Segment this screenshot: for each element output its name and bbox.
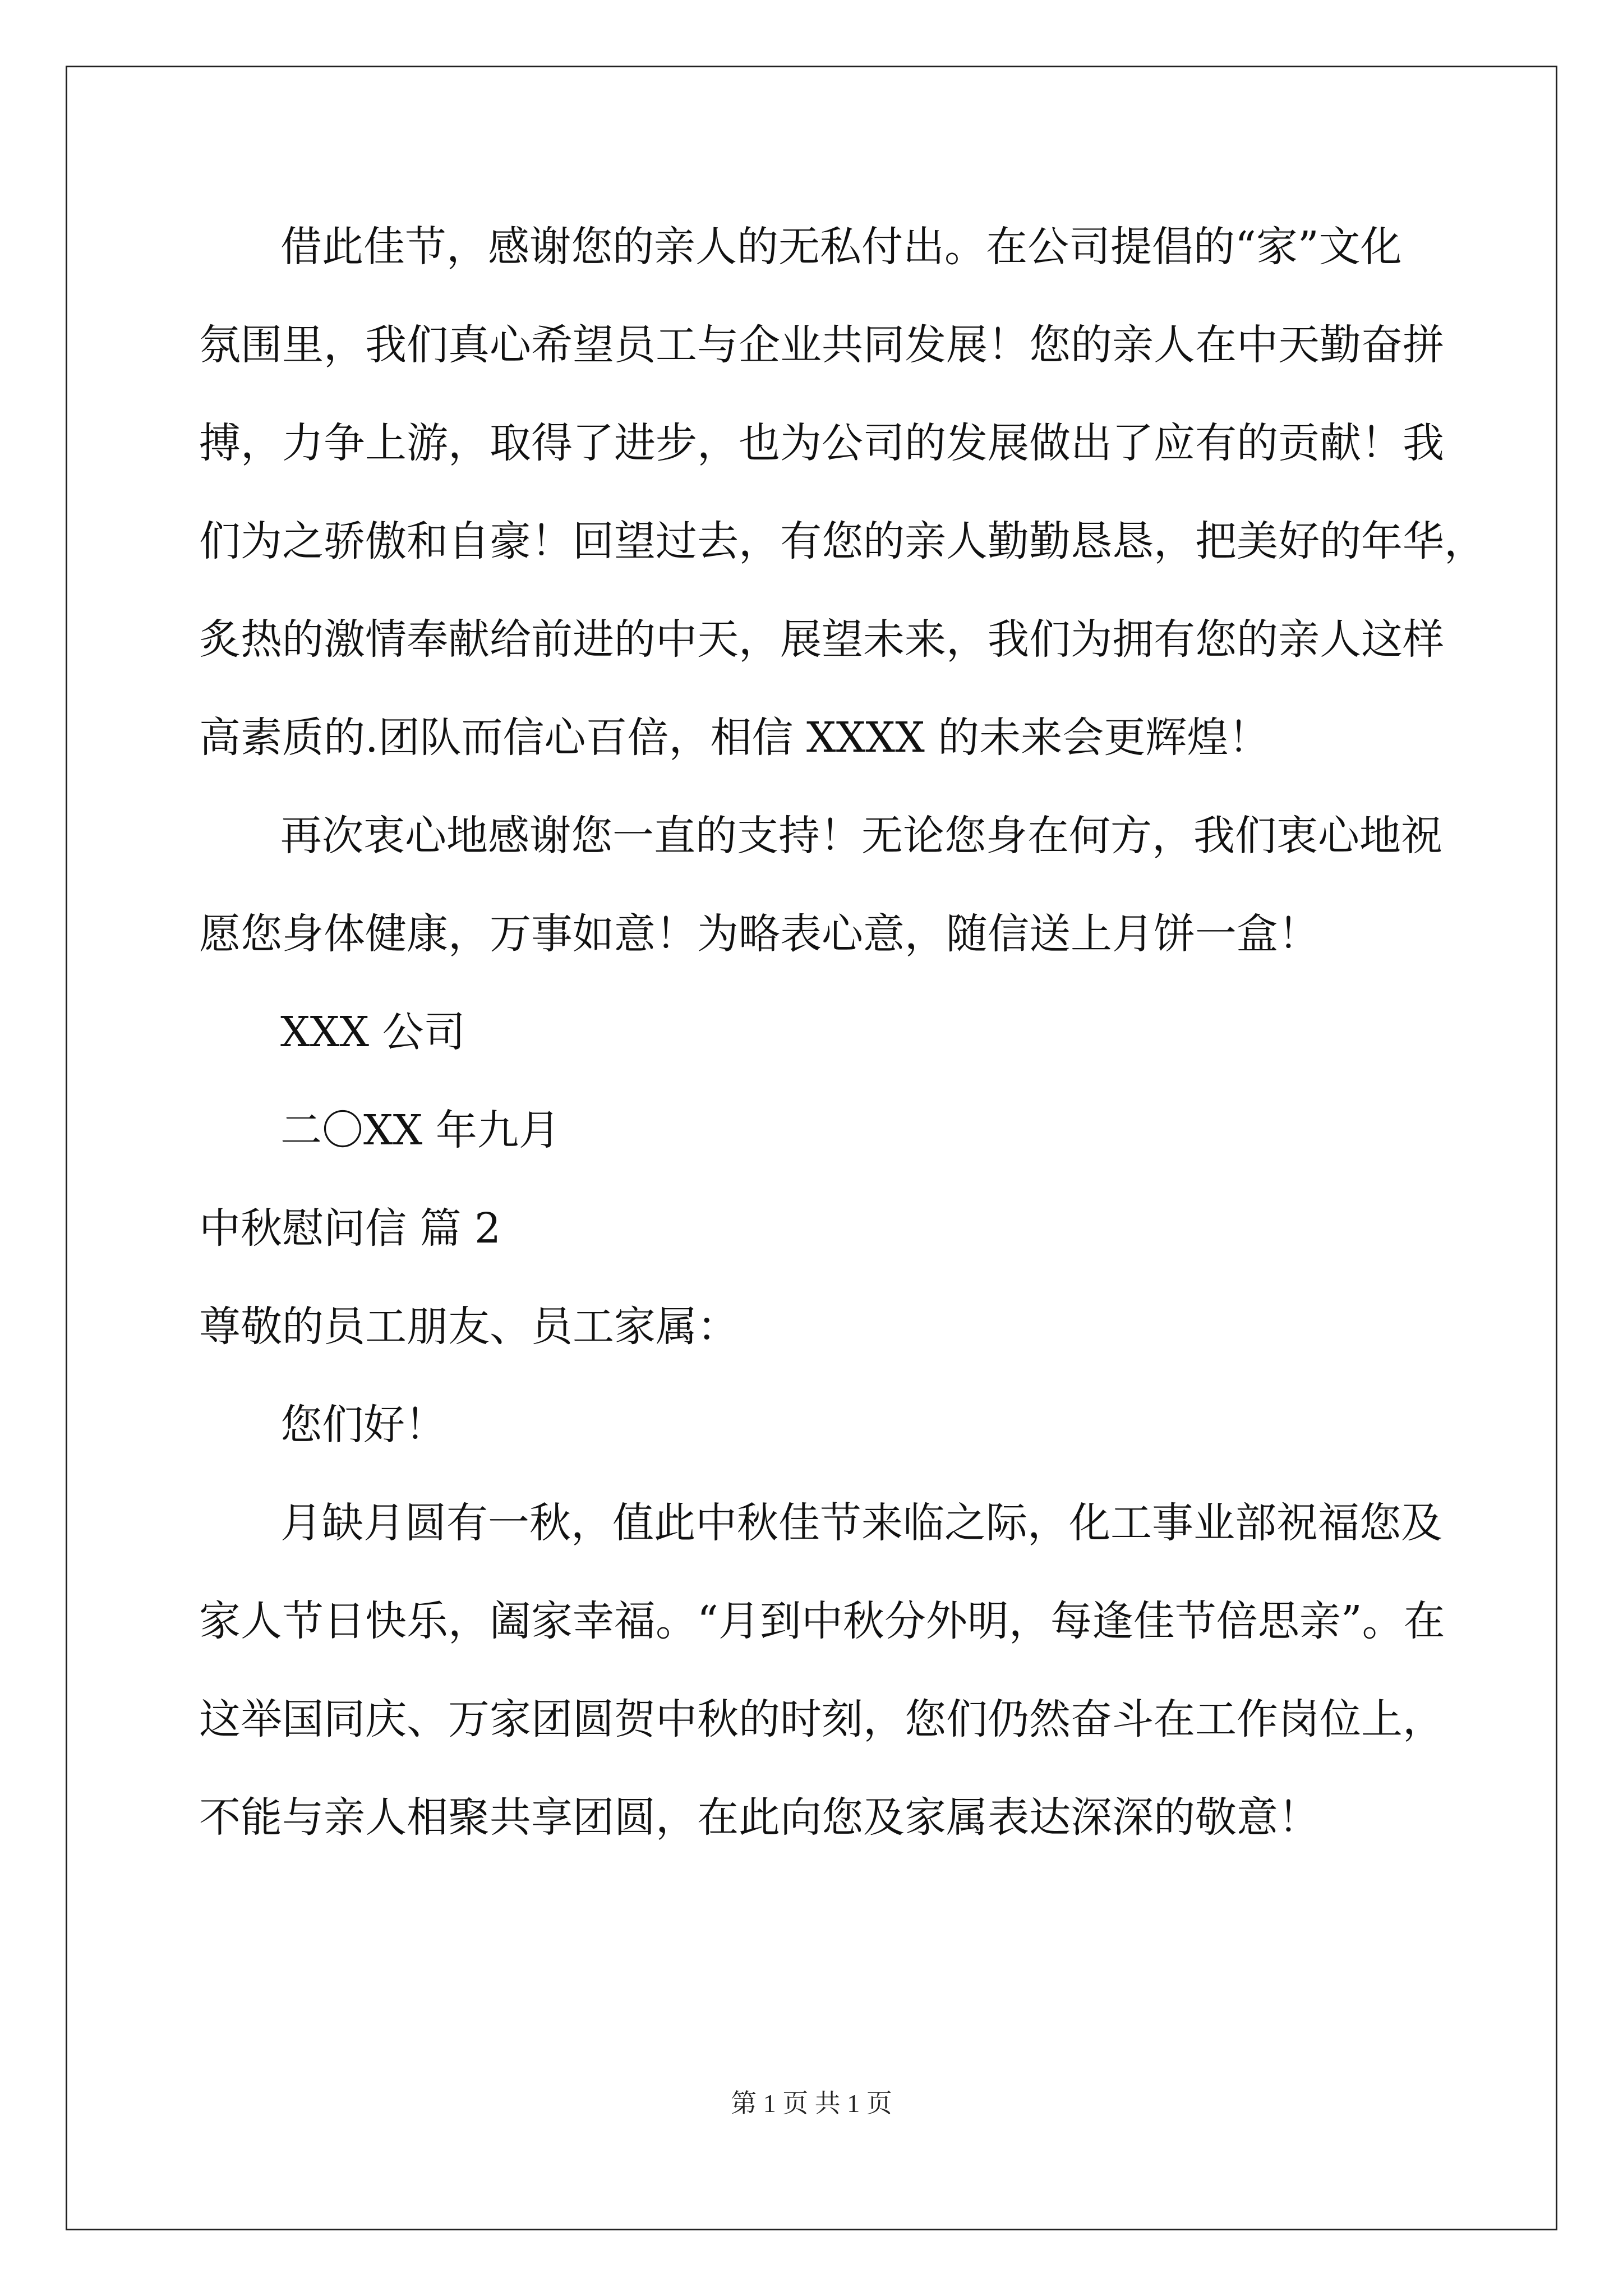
text-line: 氛围里，我们真心希望员工与企业共同发展！您的亲人在中天勤奋拼	[199, 321, 1444, 369]
text-line: 家人节日快乐，阖家幸福。“月到中秋分外明，每逢佳节倍思亲”。在	[199, 1597, 1445, 1645]
text-line: 愿您身体健康，万事如意！为略表心意，随信送上月饼一盒！	[199, 910, 1320, 958]
page-footer: 第 1 页 共 1 页	[731, 2089, 892, 2118]
text-line: 搏，力争上游，取得了进步，也为公司的发展做出了应有的贡献！我	[199, 419, 1444, 467]
greeting: 您们好！	[280, 1401, 446, 1449]
signature-date: 二〇XX 年九月	[280, 1106, 560, 1154]
text-line: 们为之骄傲和自豪！回望过去，有您的亲人勤勤恳恳，把美好的年华，	[199, 517, 1486, 565]
text-line: 月缺月圆有一秋，值此中秋佳节来临之际，化工事业部祝福您及	[280, 1499, 1442, 1547]
text-line: 不能与亲人相聚共享团圆，在此向您及家属表达深深的敬意！	[199, 1793, 1320, 1842]
text-line: 高素质的.团队而信心百倍，相信 XXXX 的未来会更辉煌！	[199, 714, 1270, 762]
text-line: 炙热的激情奉献给前进的中天，展望未来，我们为拥有您的亲人这样	[199, 615, 1444, 664]
text-line: 再次衷心地感谢您一直的支持！无论您身在何方，我们衷心地祝	[280, 812, 1442, 860]
text-line: 这举国同庆、万家团圆贺中秋的时刻，您们仍然奋斗在工作岗位上，	[199, 1695, 1444, 1743]
section-heading: 中秋慰问信 篇 2	[199, 1204, 501, 1253]
signature-company: XXX 公司	[280, 1008, 465, 1056]
salutation: 尊敬的员工朋友、员工家属：	[199, 1303, 739, 1351]
text-line: 借此佳节，感谢您的亲人的无私付出。在公司提倡的“家”文化	[280, 223, 1402, 271]
